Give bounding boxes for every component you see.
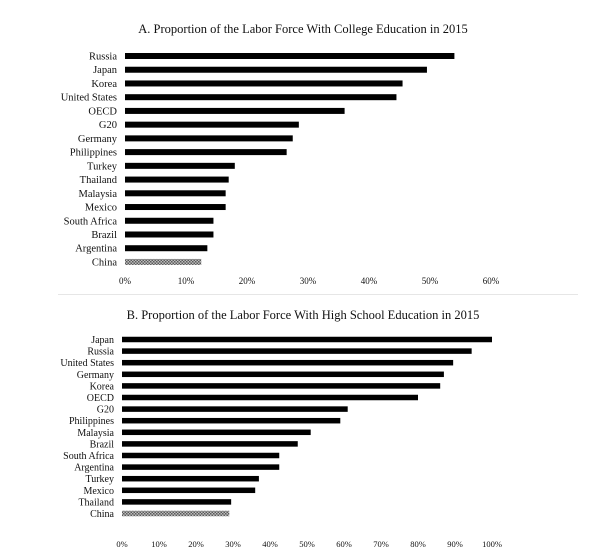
x-tick-label: 20%	[238, 276, 256, 286]
category-label: Russia	[87, 346, 114, 358]
bar	[125, 149, 287, 155]
category-label: OECD	[88, 106, 117, 118]
category-label: Philippines	[69, 147, 117, 159]
bar	[122, 337, 492, 343]
category-label: Korea	[91, 78, 117, 90]
bar	[122, 360, 453, 366]
bar	[122, 499, 231, 505]
bar	[125, 53, 454, 59]
x-tick-label: 100%	[482, 539, 502, 549]
bar	[125, 135, 293, 141]
category-label: Korea	[89, 381, 114, 393]
panel-divider	[58, 294, 578, 295]
chart-title-b: B. Proportion of the Labor Force With High School Education in 2015	[126, 308, 480, 322]
bar	[125, 80, 403, 86]
category-label: Argentina	[75, 243, 117, 255]
category-label: United States	[60, 358, 114, 370]
category-label: Malaysia	[77, 427, 114, 439]
bar	[122, 488, 255, 494]
chart-panel-b	[0, 300, 606, 550]
bar	[125, 177, 229, 183]
category-label: Philippines	[68, 416, 114, 428]
bar	[125, 94, 396, 100]
category-label: Turkey	[85, 474, 114, 486]
bar	[122, 441, 298, 447]
category-label: Russia	[88, 51, 117, 63]
category-label: OECD	[86, 393, 114, 404]
category-label: G20	[96, 404, 114, 416]
category-label: Germany	[77, 133, 117, 145]
bar	[125, 163, 235, 169]
x-tick-label: 10%	[177, 276, 195, 286]
chart-title-a: A. Proportion of the Labor Force With College Education in 2015	[138, 22, 468, 36]
x-tick-label: 40%	[262, 539, 278, 549]
category-label: Argentina	[74, 462, 114, 474]
x-tick-label: 50%	[299, 539, 315, 549]
bar	[122, 511, 229, 517]
bar	[122, 406, 348, 412]
bar	[125, 190, 226, 196]
bar	[125, 218, 213, 224]
category-label: Mexico	[83, 485, 114, 497]
x-tick-label: 60%	[482, 276, 500, 286]
category-label: Germany	[76, 369, 114, 381]
category-label: Japan	[91, 335, 114, 346]
x-tick-label: 0%	[119, 276, 131, 286]
bar	[122, 464, 279, 470]
category-label: Thailand	[78, 497, 114, 509]
chart-b-svg	[0, 300, 606, 550]
x-tick-label: 80%	[410, 539, 426, 549]
category-label: Thailand	[79, 175, 117, 187]
bar	[122, 418, 340, 424]
category-label: Brazil	[91, 229, 117, 241]
bar	[125, 67, 427, 73]
x-tick-label: 40%	[360, 276, 378, 286]
x-tick-label: 20%	[188, 539, 204, 549]
bar	[125, 204, 226, 210]
category-label: G20	[98, 120, 117, 132]
category-label: Mexico	[84, 202, 117, 214]
bar	[122, 395, 418, 401]
x-tick-label: 50%	[421, 276, 439, 286]
bar	[125, 108, 345, 114]
category-label: United States	[60, 92, 117, 104]
bar	[122, 372, 444, 378]
bar	[122, 383, 440, 389]
x-tick-label: 30%	[299, 276, 317, 286]
bar	[125, 245, 207, 251]
bar	[122, 430, 311, 436]
category-label: South Africa	[63, 216, 117, 228]
x-tick-label: 60%	[336, 539, 352, 549]
x-tick-label: 70%	[373, 539, 389, 549]
category-label: Japan	[93, 65, 117, 77]
x-tick-label: 90%	[447, 539, 463, 549]
category-label: China	[90, 509, 114, 520]
category-label: Brazil	[89, 439, 114, 451]
category-label: Malaysia	[78, 188, 117, 200]
category-label: China	[91, 257, 117, 269]
x-tick-label: 0%	[116, 539, 128, 549]
category-label: South Africa	[63, 451, 114, 462]
bar	[125, 231, 213, 237]
bar	[125, 122, 299, 128]
bar	[122, 348, 472, 354]
category-label: Turkey	[87, 161, 117, 173]
x-tick-label: 10%	[151, 539, 167, 549]
bar	[125, 259, 201, 265]
bar	[122, 453, 279, 459]
x-tick-label: 30%	[225, 539, 241, 549]
bar	[122, 476, 259, 482]
